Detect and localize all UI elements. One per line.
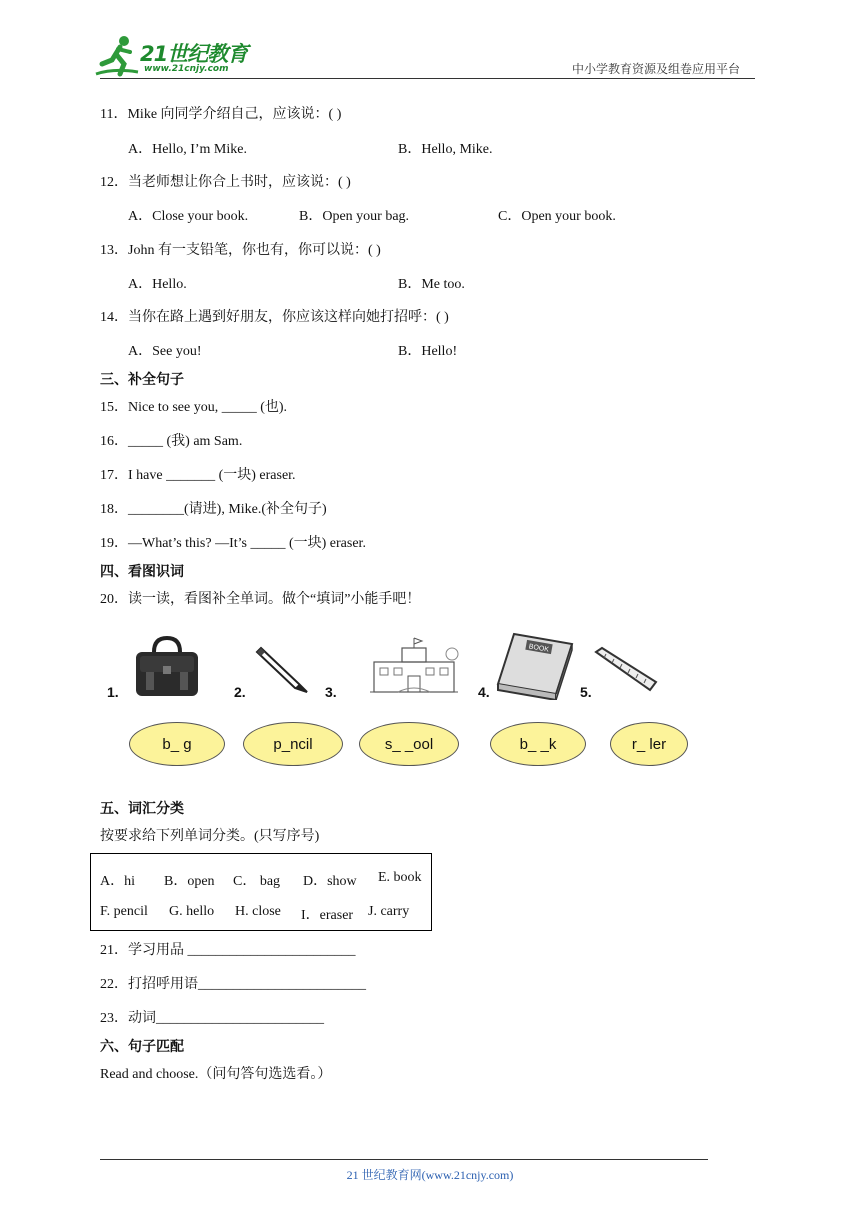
- picture-number-4: 4.: [478, 684, 490, 700]
- question-20: 20．读一读，看图补全单词。做个“填词”小能手吧！: [100, 592, 421, 607]
- ruler-icon: [592, 646, 658, 694]
- word-a: A．hi: [100, 874, 135, 889]
- logo-main-text: 21世纪教育: [140, 42, 248, 66]
- footer-text: 21 世纪教育网(www.21cnjy.com): [346, 1168, 514, 1182]
- header-rule: [100, 78, 755, 79]
- q12-option-a: A．Close your book.: [128, 209, 249, 224]
- q14-option-b: B．Hello!: [398, 344, 458, 359]
- section-5-instruction: 按要求给下列单词分类。(只写序号): [100, 829, 320, 844]
- question-18: 18．________(请进), Mike.(补全句子): [100, 502, 327, 517]
- question-13: 13．John 有一支铅笔，你也有，你可以说：( ): [100, 243, 381, 258]
- question-12: 12．当老师想让你合上书时，应该说：( ): [100, 175, 351, 190]
- header-right-text: 中小学教育资源及组卷应用平台: [572, 62, 741, 76]
- picture-number-3: 3.: [325, 684, 337, 700]
- question-19: 19．—What’s this? —It’s _____ (一块) eraser.: [100, 536, 366, 551]
- q13-option-b: B．Me too.: [398, 277, 465, 292]
- q13-option-a: A．Hello.: [128, 277, 187, 292]
- word-oval-bag: b_ g: [129, 722, 225, 766]
- section-6-instruction: Read and choose.（问句答句选选看。）: [100, 1067, 332, 1082]
- section-4-heading: 四、看图识词: [100, 564, 184, 580]
- word-g: G. hello: [169, 904, 215, 919]
- book-cover-text: BOOK: [528, 643, 550, 654]
- q14-option-a: A．See you!: [128, 344, 202, 359]
- section-3-heading: 三、补全句子: [100, 372, 184, 388]
- section-6-heading: 六、句子匹配: [100, 1039, 184, 1055]
- word-h: H. close: [235, 904, 281, 919]
- word-box: [90, 853, 432, 931]
- question-23: 23．动词________________________: [100, 1011, 324, 1026]
- section-5-heading: 五、词汇分类: [100, 801, 184, 817]
- picture-number-5: 5.: [580, 684, 592, 700]
- word-oval-book: b_ _k: [490, 722, 586, 766]
- question-14: 14．当你在路上遇到好朋友，你应该这样向她打招呼：( ): [100, 310, 449, 325]
- header-logo: [94, 34, 264, 78]
- question-22: 22．打招呼用语________________________: [100, 977, 366, 992]
- word-oval-pencil: p_ncil: [243, 722, 343, 766]
- word-e: E. book: [378, 870, 422, 885]
- q11-option-a: A．Hello, I’m Mike.: [128, 142, 247, 157]
- runner-logo-icon: [94, 34, 144, 78]
- q12-option-c: C．Open your book.: [498, 209, 616, 224]
- q11-option-b: B．Hello, Mike.: [398, 142, 493, 157]
- pencil-icon: [255, 644, 315, 696]
- question-21: 21．学习用品 ________________________: [100, 943, 356, 958]
- picture-number-2: 2.: [234, 684, 246, 700]
- logo-url-text: www.21cnjy.com: [144, 64, 229, 74]
- word-oval-school: s_ _ool: [359, 722, 459, 766]
- bag-icon: [130, 636, 204, 700]
- word-c: C． bag: [233, 874, 281, 889]
- word-j: J. carry: [368, 904, 410, 919]
- question-11: 11．Mike 向同学介绍自己，应该说：( ): [100, 107, 342, 122]
- question-15: 15．Nice to see you, _____ (也).: [100, 400, 288, 415]
- book-icon: [494, 630, 574, 700]
- school-icon: [368, 636, 460, 698]
- word-d: D．show: [303, 874, 357, 889]
- question-17: 17．I have _______ (一块) eraser.: [100, 468, 296, 483]
- word-f: F. pencil: [100, 904, 148, 919]
- picture-number-1: 1.: [107, 684, 119, 700]
- word-b: B．open: [164, 874, 215, 889]
- word-oval-ruler: r_ ler: [610, 722, 688, 766]
- footer-rule: [100, 1159, 708, 1160]
- word-i: I．eraser: [301, 908, 354, 923]
- question-16: 16．_____ (我) am Sam.: [100, 434, 243, 449]
- q12-option-b: B．Open your bag.: [299, 209, 410, 224]
